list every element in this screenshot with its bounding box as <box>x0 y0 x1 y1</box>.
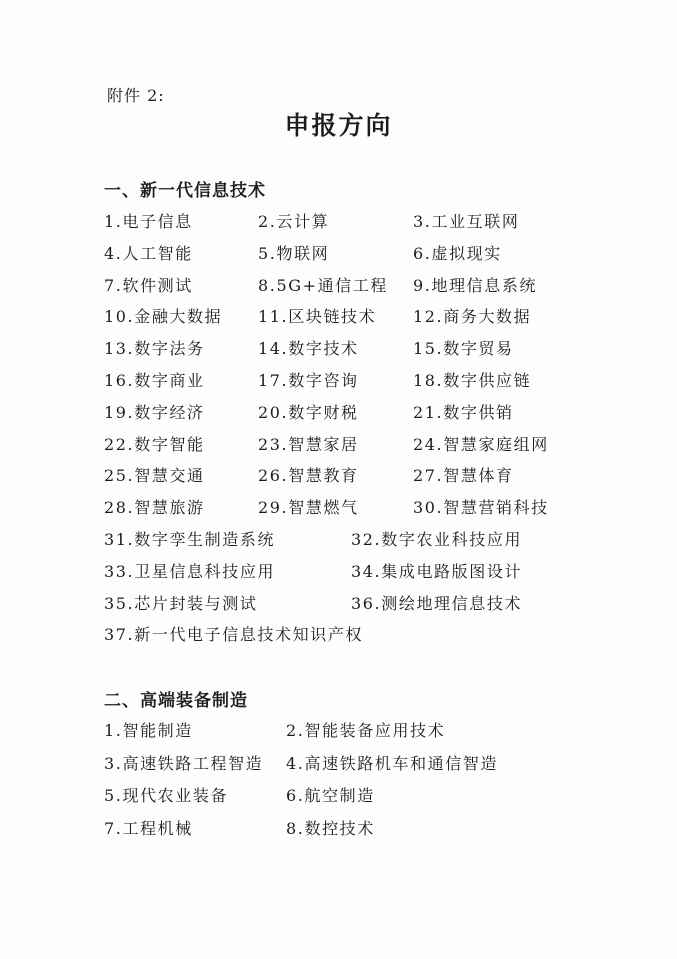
list-row <box>0 816 677 840</box>
list-item: 24.智慧家庭组网 <box>413 434 549 454</box>
list-row <box>0 591 677 615</box>
list-row <box>0 368 677 392</box>
list-row <box>0 718 677 742</box>
list-row <box>0 241 677 265</box>
list-item: 30.智慧营销科技 <box>413 498 549 518</box>
list-row <box>0 273 677 297</box>
list-item: 25.智慧交通 <box>104 466 205 486</box>
section-heading: 一、新一代信息技术 <box>104 181 266 201</box>
list-row <box>0 432 677 456</box>
attachment-label: 附件 2: <box>107 86 165 105</box>
list-item: 10.金融大数据 <box>104 307 223 327</box>
list-item: 5.物联网 <box>258 243 330 263</box>
list-item: 22.数字智能 <box>104 434 205 454</box>
list-item: 11.区块链技术 <box>258 307 377 327</box>
list-item: 32.数字农业科技应用 <box>351 530 523 549</box>
list-item: 6.航空制造 <box>286 786 375 806</box>
list-item: 33.卫星信息科技应用 <box>104 561 276 581</box>
list-row <box>0 783 677 807</box>
list-item: 27.智慧体育 <box>413 466 514 486</box>
list-item: 36.测绘地理信息技术 <box>351 593 523 613</box>
list-item: 35.芯片封装与测试 <box>104 593 258 613</box>
list-row <box>0 527 677 551</box>
list-item: 13.数字法务 <box>104 339 205 359</box>
list-item: 26.智慧教育 <box>258 466 359 486</box>
list-item: 12.商务大数据 <box>413 307 532 327</box>
list-item: 18.数字供应链 <box>413 371 532 390</box>
list-item: 29.智慧燃气 <box>258 498 359 518</box>
list-row <box>0 304 677 328</box>
list-item: 14.数字技术 <box>258 339 359 359</box>
list-item: 19.数字经济 <box>104 402 205 422</box>
list-item: 7.软件测试 <box>104 275 193 295</box>
list-item: 4.高速铁路机车和通信智造 <box>286 753 499 773</box>
list-item: 1.电子信息 <box>104 212 193 231</box>
list-row <box>0 400 677 424</box>
list-item: 34.集成电路版图设计 <box>351 561 523 581</box>
list-item: 6.虚拟现实 <box>413 243 502 263</box>
list-item: 15.数字贸易 <box>413 339 514 359</box>
list-item: 2.智能装备应用技术 <box>286 721 446 740</box>
section-heading: 二、高端装备制造 <box>104 691 248 711</box>
list-item: 1.智能制造 <box>104 721 193 740</box>
list-row <box>0 463 677 487</box>
list-row <box>0 559 677 583</box>
list-row <box>0 209 677 233</box>
list-item: 9.地理信息系统 <box>413 275 538 295</box>
list-item: 8.数控技术 <box>286 819 375 839</box>
list-item: 23.智慧家居 <box>258 434 359 454</box>
list-item: 17.数字咨询 <box>258 371 359 390</box>
list-item: 8.5G+通信工程 <box>258 275 389 295</box>
list-item: 16.数字商业 <box>104 371 205 390</box>
list-item: 5.现代农业装备 <box>104 786 229 806</box>
list-row <box>0 495 677 519</box>
list-row <box>0 751 677 775</box>
list-row <box>0 336 677 360</box>
list-item: 3.工业互联网 <box>413 212 520 231</box>
list-item: 7.工程机械 <box>104 819 193 839</box>
page-title: 申报方向 <box>284 111 393 140</box>
list-item: 3.高速铁路工程智造 <box>104 753 264 773</box>
list-item: 28.智慧旅游 <box>104 498 205 518</box>
list-item: 4.人工智能 <box>104 243 193 263</box>
list-item: 31.数字孪生制造系统 <box>104 530 276 549</box>
list-item: 37.新一代电子信息技术知识产权 <box>104 625 364 645</box>
list-item: 2.云计算 <box>258 212 330 231</box>
list-row <box>0 622 677 646</box>
list-item: 21.数字供销 <box>413 402 514 422</box>
list-item: 20.数字财税 <box>258 402 359 422</box>
